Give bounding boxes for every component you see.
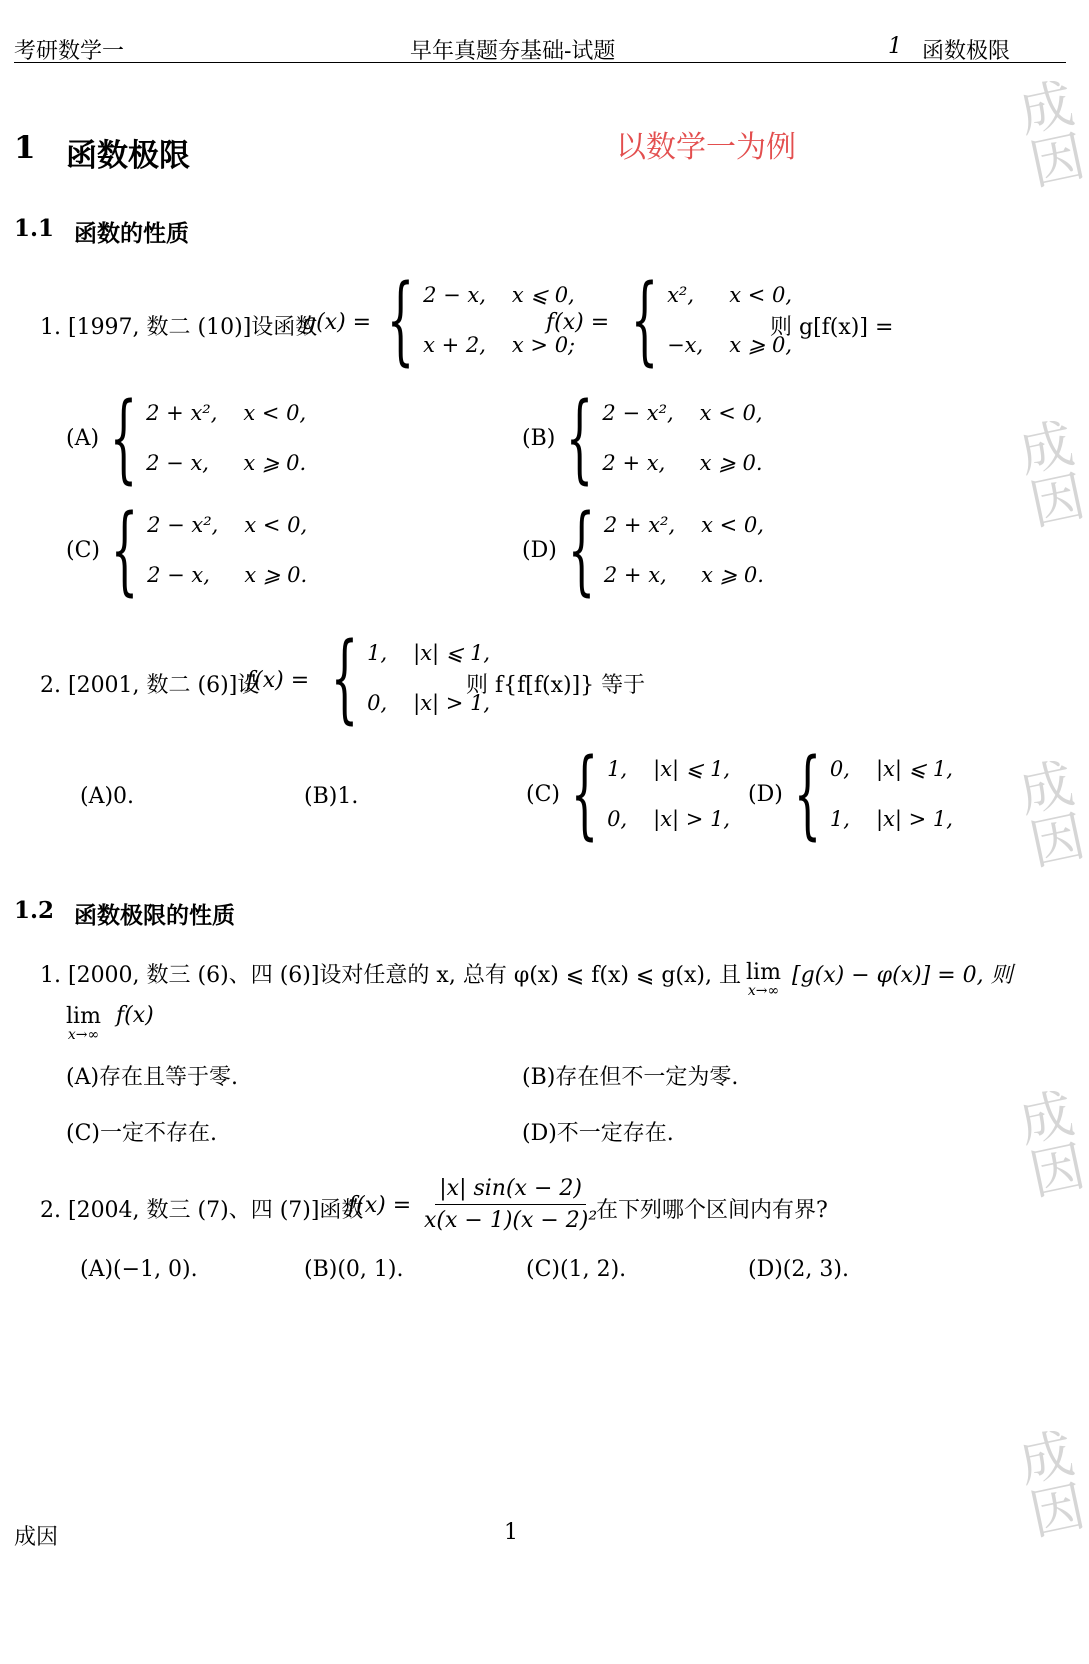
left-brace: { — [386, 264, 415, 376]
question-lead: 2. [2004, 数三 (7)、四 (7)]函数 — [40, 1198, 364, 1223]
left-brace: { — [109, 382, 138, 494]
header-left: 考研数学一 — [14, 39, 125, 64]
left-brace: { — [793, 738, 822, 850]
option-c[interactable]: (C)一定不存在. — [66, 1121, 217, 1146]
option-label: (C) — [66, 537, 100, 563]
case-expr: x + 2, — [423, 333, 486, 357]
fraction-numerator: |x| sin(x − 2) — [435, 1176, 586, 1205]
f-piecewise — [620, 264, 793, 376]
g-definition-lhs: g(x) = — [302, 310, 372, 335]
subsection-title: 函数极限的性质 — [74, 902, 235, 929]
f-definition-lhs: f(x) = — [546, 310, 610, 335]
header-section-title: 函数极限 — [922, 39, 1011, 64]
limit-expression: [g(x) − φ(x)] = 0, 则 — [792, 963, 1013, 988]
limit-operator: lim x→∞ — [66, 1004, 101, 1043]
watermark: 成因 — [1005, 1083, 1089, 1203]
subsection-number: 1.2 — [14, 897, 55, 924]
option-a[interactable]: (A)0. — [80, 784, 135, 809]
page-number: 1 — [504, 1520, 518, 1545]
left-brace: { — [110, 494, 139, 606]
left-brace: { — [570, 738, 599, 850]
case-cond: x ⩽ 0, — [511, 283, 575, 307]
subsection-number: 1.1 — [14, 215, 55, 242]
case-cond: x ⩾ 0, — [729, 333, 793, 357]
question-tail: 则 g[f(x)] = — [770, 315, 894, 340]
limit-function: f(x) — [116, 1003, 154, 1028]
question-lead: 1. [1997, 数二 (10)]设函数 — [40, 315, 318, 340]
left-brace: { — [566, 382, 594, 494]
option-c[interactable]: (C) { 1, |x| ⩽ 1, 0, |x| > 1, — [526, 738, 731, 850]
red-annotation: 以数学一为例 — [616, 130, 796, 165]
watermark: 成因 — [1005, 413, 1089, 533]
left-brace: { — [630, 264, 659, 376]
left-brace: { — [330, 622, 359, 734]
option-b[interactable]: (B)(0, 1). — [304, 1257, 404, 1282]
watermark: 成因 — [1005, 73, 1089, 193]
fraction — [420, 1176, 601, 1233]
question-lead: 2. [2001, 数二 (6)]设 — [40, 673, 260, 698]
footer-left: 成因 — [14, 1525, 59, 1550]
case-expr: −x, — [667, 333, 704, 357]
option-label: (B) — [522, 425, 556, 451]
option-d[interactable]: (D)不一定存在. — [522, 1121, 674, 1146]
header-rule — [14, 62, 1066, 63]
f-definition-lhs: f(x) = — [246, 668, 310, 693]
option-label: (D) — [748, 781, 783, 807]
header-section-num: 1 — [888, 34, 902, 59]
watermark: 成因 — [1005, 1423, 1089, 1543]
option-c[interactable]: (C) { 2 − x², x < 0, 2 − x, x ⩾ 0. — [66, 494, 308, 606]
option-a[interactable]: (A)存在且等于零. — [66, 1065, 239, 1090]
option-c[interactable]: (C)(1, 2). — [526, 1257, 627, 1282]
case-expr: 2 − x, — [423, 283, 486, 307]
header-center: 早年真题夯基础-试题 — [410, 39, 616, 64]
section-number: 1 — [14, 130, 36, 166]
question-lead: 1. [2000, 数三 (6)、四 (6)]设对任意的 x, 总有 φ(x) ⩽ f(x) ⩽ g(x), 且 — [40, 963, 741, 988]
case-cond: x > 0; — [511, 333, 576, 357]
section-title: 函数极限 — [66, 138, 190, 174]
limit-operator: lim x→∞ — [746, 960, 781, 999]
option-d[interactable]: (D) { 2 + x², x < 0, 2 + x, x ⩾ 0. — [522, 494, 764, 606]
option-d[interactable]: (D) { 0, |x| ⩽ 1, 1, |x| > 1, — [748, 738, 953, 850]
option-label: (A) — [66, 425, 100, 451]
f-definition-lhs: f(x) = — [348, 1193, 412, 1218]
case-expr: x², — [667, 283, 695, 307]
option-b[interactable]: (B) { 2 − x², x < 0, 2 + x, x ⩾ 0. — [522, 382, 763, 494]
question-tail: 在下列哪个区间内有界? — [596, 1198, 828, 1223]
option-d[interactable]: (D)(2, 3). — [748, 1257, 849, 1282]
option-label: (D) — [522, 537, 557, 563]
f-piecewise: { 1, |x| ⩽ 1, 0, |x| > 1, — [330, 622, 491, 734]
option-b[interactable]: (B)存在但不一定为零. — [522, 1065, 739, 1090]
subsection-title: 函数的性质 — [74, 220, 189, 247]
option-a[interactable]: (A) { 2 + x², x < 0, 2 − x, x ⩾ 0. — [66, 382, 307, 494]
option-b[interactable]: (B)1. — [304, 784, 359, 809]
option-a[interactable]: (A)(−1, 0). — [80, 1257, 198, 1282]
question-tail: 则 f{f[f(x)]} 等于 — [466, 673, 646, 698]
fraction-denominator: x(x − 1)(x − 2)² — [424, 1208, 598, 1233]
left-brace: { — [567, 494, 596, 606]
watermark: 成因 — [1005, 753, 1089, 873]
option-label: (C) — [526, 781, 560, 807]
case-cond: x < 0, — [729, 283, 793, 307]
